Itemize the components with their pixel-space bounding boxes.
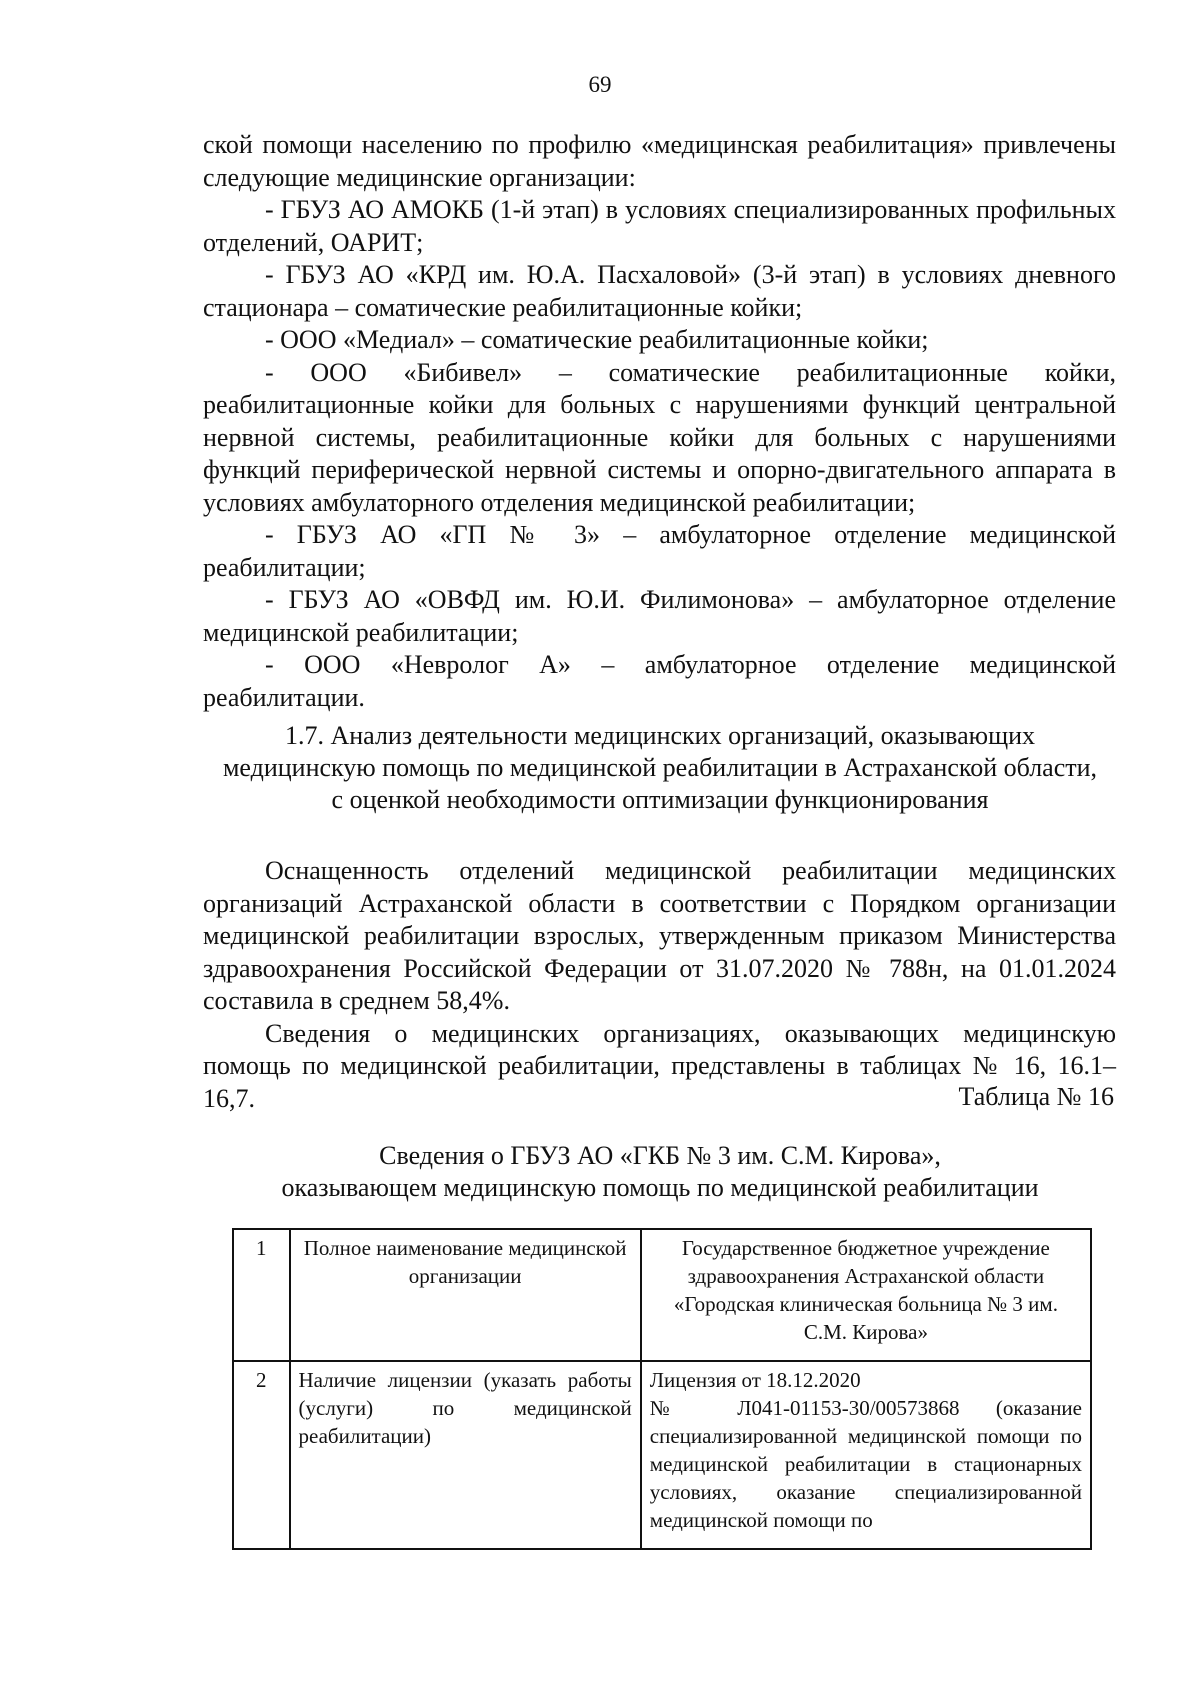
intro-list-item: - ГБУЗ АО «ОВФД им. Ю.И. Филимонова» – амбулаторное отделение медицинской реабилитации; [203, 585, 1116, 647]
intro-list-item: - ГБУЗ АО АМОКБ (1-й этап) в условиях специализированных профильных отделений, ОАРИТ; [203, 195, 1116, 257]
section-text [203, 855, 1116, 1115]
intro-list-item: - ГБУЗ АО «КРД им. Ю.А. Пасхаловой» (3-й этап) в условиях дневного стационара – соматические реабилитационные койки; [203, 260, 1116, 322]
section-paragraph: Оснащенность отделений медицинской реабилитации медицинских организаций Астраханской области в соответствии с Порядком организации медицинской реабилитации взрослых, утвержденным приказом Министерства здравоохранения Российской Федерации от 31.07.2020 № 788н, на 01.01.2024 составила в среднем 58,4%. [203, 856, 1116, 1015]
table-row [233, 1229, 1091, 1361]
page-number: 69 [588, 72, 612, 97]
intro-list-item: - ООО «Медиал» – соматические реабилитационные койки; [265, 325, 929, 354]
intro-list-item: - ГБУЗ АО «ГП № 3» – амбулаторное отделение медицинской реабилитации; [203, 520, 1116, 582]
section-heading-line: 1.7. Анализ деятельности медицинских организаций, оказывающих [284, 721, 1035, 750]
license-details: № Л041-01153-30/00573868 (оказание специализированной медицинской помощи по медицинской реабилитации в стационарных условиях, оказание специализированной медицинской помощи по [649, 1396, 1082, 1532]
table-title [150, 1140, 1170, 1204]
row-value: Государственное бюджетное учреждение здравоохранения Астраханской области «Городская клиническая больница № 3 им. С.М. Кирова» [641, 1229, 1091, 1361]
section-heading [150, 720, 1170, 816]
table-title-line: Сведения о ГБУЗ АО «ГКБ № 3 им. С.М. Кирова», [379, 1141, 941, 1170]
section-heading-line: с оценкой необходимости оптимизации функционирования [331, 785, 989, 814]
table-label: Таблица № 16 [958, 1082, 1114, 1111]
info-table [232, 1228, 1092, 1550]
intro-list-item: - ООО «Бибивел» – соматические реабилитационные койки, реабилитационные койки для больных с нарушениями функций центральной нервной системы, реабилитационные койки для больных с нарушениями функций периферической нервной системы и опорно-двигательного аппарата в условиях амбулаторного отделения медицинской реабилитации; [203, 357, 1116, 517]
section-heading-line: медицинскую помощь по медицинской реабилитации в Астраханской области, [222, 753, 1098, 782]
row-number: 1 [233, 1229, 290, 1361]
license-date: Лицензия от 18.12.2020 [649, 1368, 861, 1392]
table-row [233, 1361, 1091, 1549]
intro-paragraph: ской помощи населению по профилю «медицинская реабилитация» привлечены следующие медицинские организации: [203, 130, 1116, 192]
row-label: Полное наименование медицинской организации [290, 1229, 641, 1361]
row-label: Наличие лицензии (указать работы (услуги) по медицинской реабилитации) [290, 1361, 641, 1549]
section-paragraph: Сведения о медицинских организациях, оказывающих медицинскую помощь по медицинской реабилитации, представлены в таблицах № 16, 16.1–16,7. [203, 1018, 1116, 1113]
row-number: 2 [233, 1361, 290, 1549]
table-title-line: оказывающем медицинскую помощь по медицинской реабилитации [281, 1173, 1039, 1202]
intro-text [203, 129, 1116, 714]
intro-list-item: - ООО «Невролог А» – амбулаторное отделение медицинской реабилитации. [203, 650, 1116, 712]
row-value [641, 1361, 1091, 1549]
